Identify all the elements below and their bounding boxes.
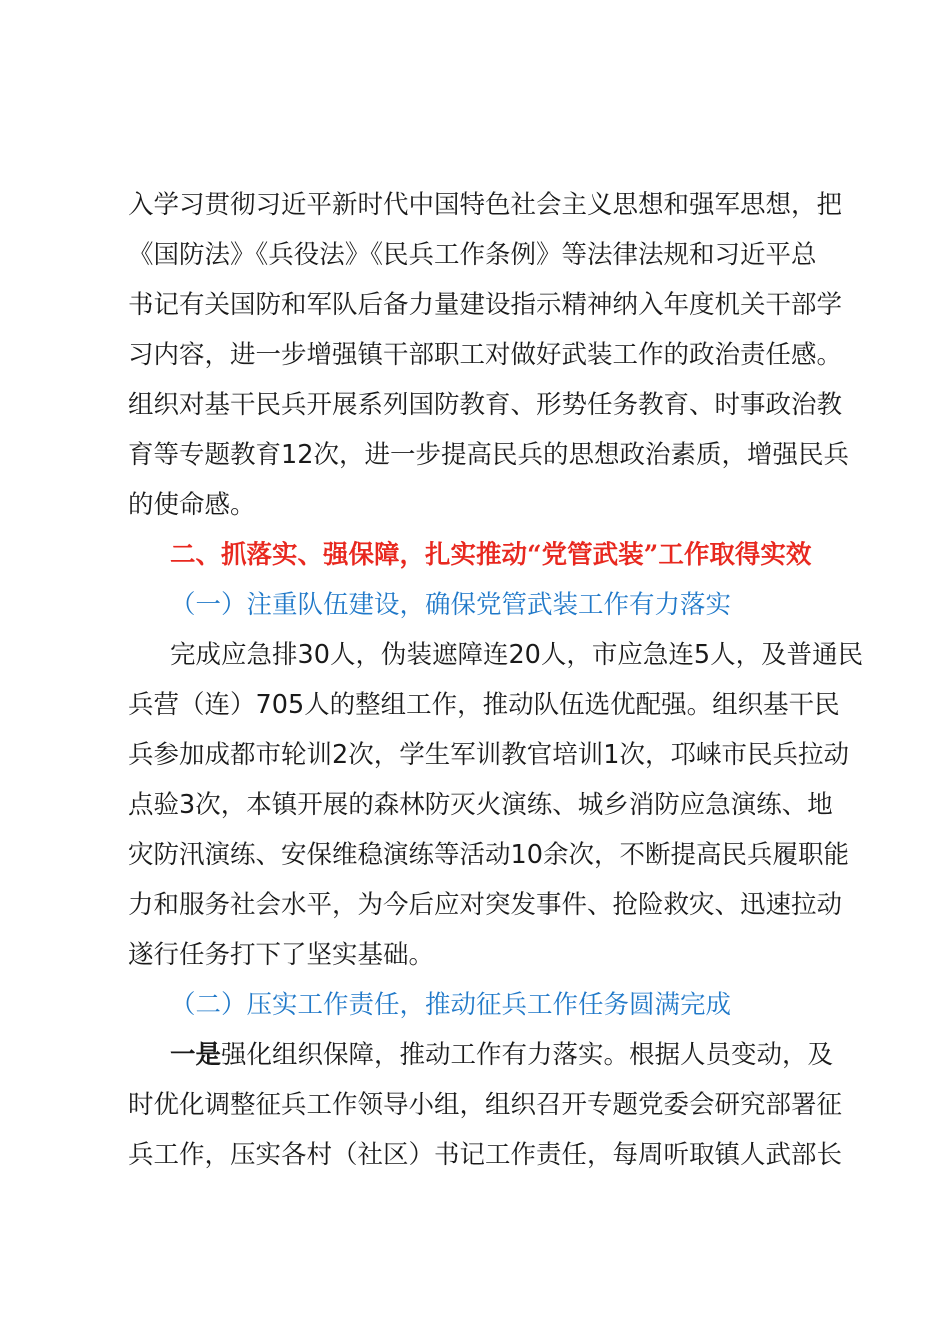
paragraph-line: 兵工作，压实各村（社区）书记工作责任，每周听取镇人武部长 <box>128 1140 843 1170</box>
subsection-heading: （一）注重队伍建设，确保党管武装工作有力落实 <box>170 590 732 620</box>
paragraph-line: 的使命感。 <box>128 490 256 520</box>
paragraph-line <box>170 1039 833 1071</box>
section-heading: 二、抓落实、强保障，扎实推动“党管武装”工作取得实效 <box>170 540 812 570</box>
paragraph-line: 习内容，进一步增强镇干部职工对做好武装工作的政治责任感。 <box>128 340 843 370</box>
paragraph-line: 点验3次，本镇开展的森林防灭火演练、城乡消防应急演练、地 <box>128 790 833 820</box>
paragraph-line: 灾防汛演练、安保维稳演练等活动10余次，不断提高民兵履职能 <box>128 840 849 870</box>
bold-lead-text: 一是 <box>170 1040 222 1070</box>
paragraph-line: 入学习贯彻习近平新时代中国特色社会主义思想和强军思想，把 <box>128 190 843 220</box>
paragraph-line: 组织对基干民兵开展系列国防教育、形势任务教育、时事政治教 <box>128 390 843 420</box>
subsection-heading: （二）压实工作责任，推动征兵工作任务圆满完成 <box>170 990 732 1020</box>
paragraph-line: 书记有关国防和军队后备力量建设指示精神纳入年度机关干部学 <box>128 290 843 320</box>
paragraph-line: 育等专题教育12次，进一步提高民兵的思想政治素质，增强民兵 <box>128 440 849 470</box>
paragraph-line: 兵参加成都市轮训2次，学生军训教官培训1次，邛崃市民兵拉动 <box>128 740 849 770</box>
paragraph-line: 力和服务社会水平，为今后应对突发事件、抢险救灾、迅速拉动 <box>128 890 843 920</box>
paragraph-text: 强化组织保障，推动工作有力落实。根据人员变动，及 <box>221 1040 834 1070</box>
paragraph-line: 完成应急排30人，伪装遮障连20人，市应急连5人，及普通民 <box>170 640 864 670</box>
paragraph-line: 《国防法》《兵役法》《民兵工作条例》等法律法规和习近平总 <box>128 240 817 270</box>
paragraph-line: 遂行任务打下了坚实基础。 <box>128 940 435 970</box>
paragraph-line: 兵营（连）705人的整组工作，推动队伍选优配强。组织基干民 <box>128 690 840 720</box>
paragraph-line: 时优化调整征兵工作领导小组，组织召开专题党委会研究部署征 <box>128 1090 843 1120</box>
